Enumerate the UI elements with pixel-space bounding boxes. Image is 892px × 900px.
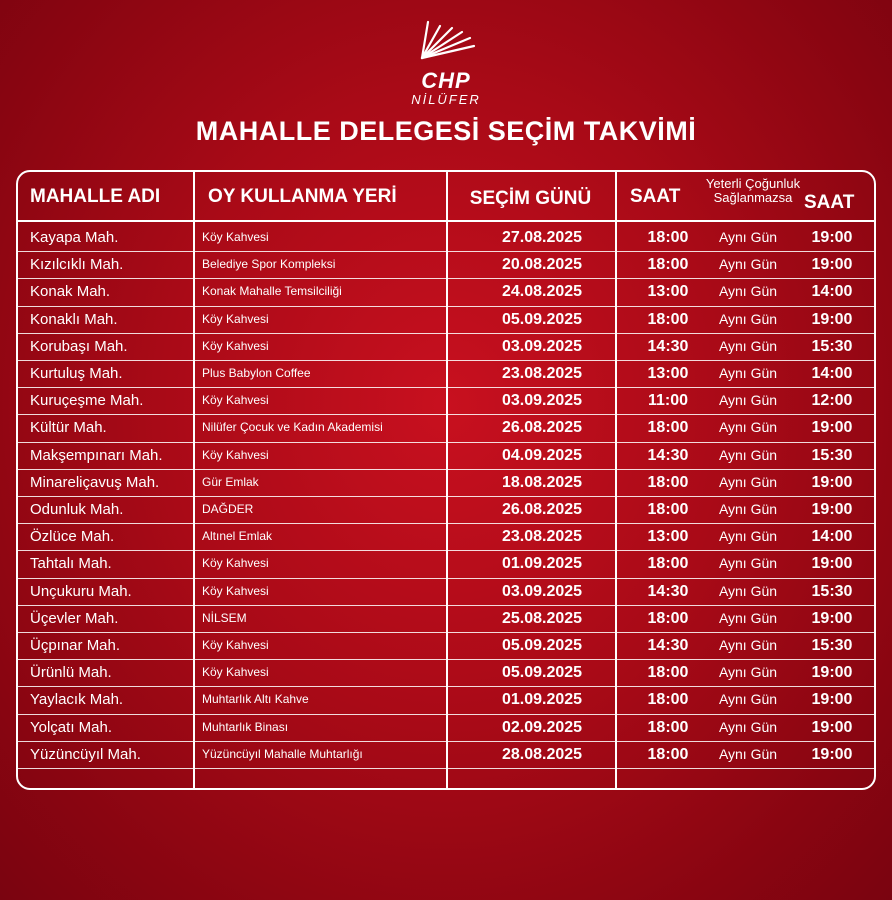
date-cell: 18.08.2025 — [501, 473, 583, 491]
fallback-day-cell: Aynı Gün — [718, 473, 778, 490]
chp-logo — [0, 18, 892, 110]
time-cell: 18:00 — [647, 256, 689, 274]
table-row — [18, 469, 874, 496]
place-cell: Köy Kahvesi — [202, 556, 269, 571]
header-place: OY KULLANMA YERİ — [208, 186, 397, 207]
name-cell: Konaklı Mah. — [30, 310, 118, 328]
fallback-time-cell: 15:30 — [811, 582, 853, 600]
name-cell: Kuruçeşme Mah. — [30, 392, 144, 410]
place-cell: Belediye Spor Kompleksi — [202, 257, 336, 272]
table-row — [18, 578, 874, 605]
row-divider — [18, 768, 874, 769]
date-cell: 20.08.2025 — [501, 256, 583, 274]
name-cell: Kültür Mah. — [30, 419, 107, 437]
fallback-time-cell: 14:00 — [811, 365, 853, 382]
date-cell: 03.09.2025 — [501, 337, 583, 355]
fallback-time-cell: 19:00 — [811, 310, 853, 328]
table-row — [18, 278, 874, 305]
table-row — [18, 442, 874, 469]
fallback-day-cell: Aynı Gün — [718, 337, 778, 354]
logo-subtitle: NİLÜFER — [411, 92, 481, 107]
name-cell: Üçevler Mah. — [30, 609, 119, 627]
date-cell: 05.09.2025 — [501, 664, 583, 682]
fallback-day-cell: Aynı Gün — [718, 501, 778, 517]
logo-brand: CHP — [421, 68, 471, 93]
header-fallback-line2: Sağlanmazsa — [713, 190, 793, 205]
table-row — [18, 659, 874, 686]
fallback-day-cell: Aynı Gün — [718, 528, 778, 545]
time-cell: 18:00 — [647, 501, 689, 518]
fallback-time-cell: 19:00 — [811, 256, 853, 274]
place-cell: Muhtarlık Altı Kahve — [202, 692, 309, 707]
place-cell: Muhtarlık Binası — [202, 719, 289, 734]
fallback-day-cell: Aynı Gün — [718, 365, 778, 381]
name-cell: Odunluk Mah. — [30, 501, 124, 518]
place-cell: Köy Kahvesi — [202, 311, 269, 326]
time-cell: 11:00 — [647, 392, 689, 410]
fallback-time-cell: 15:30 — [811, 637, 853, 654]
place-cell: Plus Babylon Coffee — [202, 366, 311, 380]
fallback-day-cell: Aynı Gün — [718, 582, 778, 599]
date-cell: 05.09.2025 — [501, 637, 583, 654]
time-cell: 14:30 — [647, 582, 689, 600]
time-cell: 18:00 — [647, 664, 689, 682]
name-cell: Kayapa Mah. — [30, 229, 119, 246]
time-cell: 18:00 — [647, 310, 689, 328]
fallback-day-cell: Aynı Gün — [718, 256, 778, 273]
table-row — [18, 550, 874, 577]
place-cell: Yüzüncüyıl Mahalle Muhtarlığı — [202, 746, 363, 761]
name-cell: Tahtalı Mah. — [30, 555, 112, 573]
name-cell: Konak Mah. — [30, 283, 111, 301]
fallback-day-cell: Aynı Gün — [718, 745, 778, 762]
name-cell: Korubaşı Mah. — [30, 337, 128, 355]
fallback-day-cell: Aynı Gün — [718, 419, 778, 436]
date-cell: 02.09.2025 — [501, 718, 583, 736]
fallback-day-cell: Aynı Gün — [718, 609, 778, 626]
place-cell: Konak Mahalle Temsilciliği — [202, 284, 342, 299]
date-cell: 05.09.2025 — [501, 310, 583, 328]
fallback-day-cell: Aynı Gün — [718, 283, 778, 300]
table-row — [18, 686, 874, 713]
time-cell: 13:00 — [647, 283, 689, 301]
fallback-time-cell: 19:00 — [811, 745, 853, 763]
fallback-day-cell: Aynı Gün — [718, 691, 778, 708]
place-cell: DAĞDER — [202, 502, 254, 516]
name-cell: Özlüce Mah. — [30, 528, 115, 546]
fallback-day-cell: Aynı Gün — [718, 664, 778, 681]
table-row — [18, 605, 874, 632]
fallback-time-cell: 15:30 — [811, 446, 853, 464]
fallback-time-cell: 19:00 — [811, 691, 853, 709]
place-cell: Köy Kahvesi — [202, 338, 269, 353]
fallback-time-cell: 19:00 — [811, 664, 853, 682]
date-cell: 24.08.2025 — [501, 283, 583, 301]
table-row — [18, 523, 874, 550]
time-cell: 18:00 — [647, 718, 689, 736]
time-cell: 14:30 — [647, 337, 689, 355]
time-cell: 14:30 — [647, 446, 689, 464]
date-cell: 27.08.2025 — [501, 229, 583, 246]
place-cell: Köy Kahvesi — [202, 230, 269, 244]
date-cell: 26.08.2025 — [501, 419, 583, 437]
fallback-time-cell: 19:00 — [811, 419, 853, 437]
header-fallback — [698, 177, 808, 205]
table-row — [18, 632, 874, 659]
time-cell: 18:00 — [647, 473, 689, 491]
schedule-table — [16, 170, 876, 790]
place-cell: Köy Kahvesi — [202, 393, 269, 408]
place-cell: Köy Kahvesi — [202, 447, 269, 462]
name-cell: Makşempınarı Mah. — [30, 446, 163, 464]
time-cell: 14:30 — [647, 637, 689, 654]
table-row — [18, 306, 874, 333]
table-row — [18, 741, 874, 768]
name-cell: Ürünlü Mah. — [30, 664, 112, 682]
name-cell: Yolçatı Mah. — [30, 718, 112, 736]
date-cell: 03.09.2025 — [501, 582, 583, 600]
place-cell: Nilüfer Çocuk ve Kadın Akademisi — [202, 420, 383, 435]
table-row — [18, 496, 874, 523]
date-cell: 01.09.2025 — [501, 555, 583, 573]
date-cell: 25.08.2025 — [501, 609, 583, 627]
table-row — [18, 714, 874, 741]
fallback-day-cell: Aynı Gün — [718, 718, 778, 735]
fallback-time-cell: 19:00 — [811, 473, 853, 491]
time-cell: 18:00 — [647, 745, 689, 763]
fallback-time-cell: 19:00 — [811, 609, 853, 627]
time-cell: 18:00 — [647, 609, 689, 627]
time-cell: 13:00 — [647, 365, 689, 382]
name-cell: Kurtuluş Mah. — [30, 365, 123, 382]
fallback-day-cell: Aynı Gün — [718, 637, 778, 653]
date-cell: 03.09.2025 — [501, 392, 583, 410]
fallback-time-cell: 14:00 — [811, 283, 853, 301]
date-cell: 23.08.2025 — [501, 528, 583, 546]
name-cell: Unçukuru Mah. — [30, 582, 132, 600]
fallback-day-cell: Aynı Gün — [718, 446, 778, 463]
fallback-time-cell: 15:30 — [811, 337, 853, 355]
name-cell: Üçpınar Mah. — [30, 637, 121, 654]
fallback-time-cell: 14:00 — [811, 528, 853, 546]
fallback-time-cell: 19:00 — [811, 501, 853, 518]
fallback-time-cell: 12:00 — [811, 392, 853, 410]
header-fallback-line1: Yeterli Çoğunluk — [705, 176, 801, 191]
date-cell: 28.08.2025 — [501, 745, 583, 763]
name-cell: Kızılcıklı Mah. — [30, 256, 124, 274]
name-cell: Minareliçavuş Mah. — [30, 473, 160, 491]
table-row — [18, 224, 874, 251]
page-title: MAHALLE DELEGESİ SEÇİM TAKVİMİ — [195, 116, 697, 146]
header-time: SAAT — [630, 186, 681, 207]
header-divider — [18, 220, 874, 222]
header-name: MAHALLE ADI — [30, 186, 161, 207]
time-cell: 18:00 — [647, 419, 689, 437]
place-cell: NİLSEM — [202, 610, 247, 625]
place-cell: Altınel Emlak — [202, 529, 273, 544]
time-cell: 18:00 — [647, 691, 689, 709]
header-time2: SAAT — [804, 192, 855, 213]
header-date: SEÇİM GÜNÜ — [469, 188, 592, 209]
date-cell: 26.08.2025 — [501, 501, 583, 518]
time-cell: 18:00 — [647, 229, 689, 246]
table-row — [18, 360, 874, 387]
fallback-day-cell: Aynı Gün — [718, 392, 778, 409]
name-cell: Yüzüncüyıl Mah. — [30, 745, 141, 763]
table-row — [18, 387, 874, 414]
place-cell: Gür Emlak — [202, 474, 259, 489]
place-cell: Köy Kahvesi — [202, 665, 269, 680]
table-row — [18, 251, 874, 278]
fallback-day-cell: Aynı Gün — [718, 229, 778, 245]
date-cell: 04.09.2025 — [501, 446, 583, 464]
time-cell: 18:00 — [647, 555, 689, 573]
fallback-time-cell: 19:00 — [811, 718, 853, 736]
table-row — [18, 333, 874, 360]
table-row — [18, 414, 874, 441]
fallback-time-cell: 19:00 — [811, 229, 853, 246]
fallback-day-cell: Aynı Gün — [718, 310, 778, 327]
place-cell: Köy Kahvesi — [202, 583, 269, 598]
fallback-time-cell: 19:00 — [811, 555, 853, 573]
place-cell: Köy Kahvesi — [202, 638, 269, 652]
chp-rays-icon — [414, 18, 478, 68]
date-cell: 23.08.2025 — [501, 365, 583, 382]
name-cell: Yaylacık Mah. — [30, 691, 124, 709]
fallback-day-cell: Aynı Gün — [718, 555, 778, 572]
time-cell: 13:00 — [647, 528, 689, 546]
date-cell: 01.09.2025 — [501, 691, 583, 709]
